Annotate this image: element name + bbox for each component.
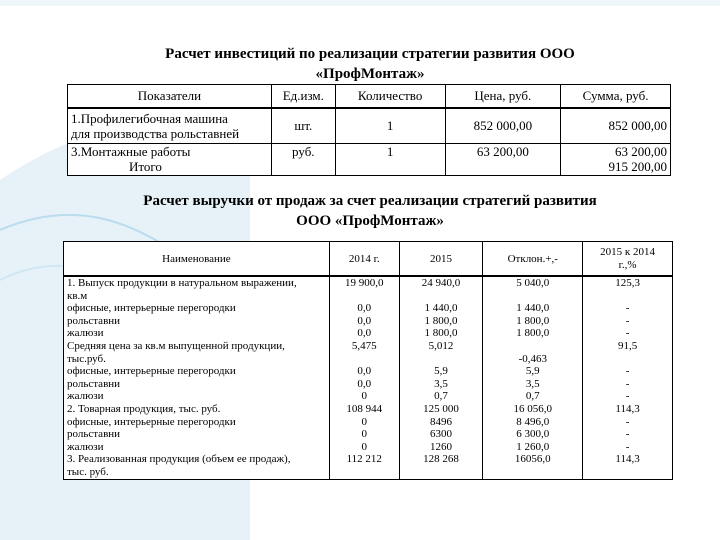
header-cell: 2014 г. [329,242,399,277]
cell-line: - [625,428,630,441]
cell-line: 128 268 [423,453,459,466]
table-header-row [64,242,673,277]
header-cell: Сумма, руб. [561,85,671,109]
table-row [64,276,673,479]
cell-line: 0,7 [525,390,540,403]
cell-line: - [625,327,630,340]
header-cell: 2015 [399,242,483,277]
cell-line: 19 900,0 [344,277,384,289]
header-cell: Количество [335,85,445,109]
cell-line: жалюзи [67,390,104,403]
cell-line: 1. Выпуск продукции в натуральном выражении, [67,277,297,289]
cell-line: 0 [361,390,367,403]
header-cell: Ед.изм. [271,85,335,109]
cell-line: 0,0 [357,377,372,390]
cell-line: 0 [361,415,367,428]
cell-line: - [625,377,630,390]
cell-line: 125,3 [615,277,640,289]
cell-line: 3,5 [434,377,448,390]
cell-line: 2. Товарная продукция, тыс. руб. [67,402,221,415]
cell-line: 16 056,0 [513,402,553,415]
cell-line: 0 [361,428,367,441]
cell-line: рольставни [67,428,121,441]
cell-line [486,466,579,479]
cell-line [403,466,480,479]
cell-line: 5,9 [525,365,540,378]
col-percent [583,276,673,479]
cell-line: 0 [361,440,367,453]
cell-line: 16056,0 [514,453,551,466]
table-header-row [68,85,671,109]
cell-line: 91,5 [617,339,638,352]
cell-line: рольставни [67,377,121,390]
cell-line: 5,9 [434,365,448,378]
header-cell: Отклон.+,- [483,242,583,277]
cell-line [333,353,396,366]
table-row: 3.Монтажные работы Итого руб. 1 63 200,00 63 200,00 915 200,00 [68,144,671,176]
row-label: 3.Монтажные работы Итого [68,144,272,176]
cell-line: 114,3 [615,453,640,466]
cell-line: 5 040,0 [516,277,550,289]
sum-cell: 63 200,00 915 200,00 [561,144,671,176]
cell-line: 5,012 [428,339,454,352]
cell-line: 1 800,0 [424,314,458,327]
row-label: 1.Профилегибочная машина для производства рольставней [68,108,272,144]
col-2014 [329,276,399,479]
cell-line: 1 800,0 [424,327,458,340]
cell-line: 0,0 [357,314,372,327]
cell-line: 6300 [430,428,453,441]
cell-line: тыс. руб. [67,465,109,478]
cell-line: тыс.руб. [67,352,106,365]
cell-line [403,353,480,366]
cell-line: 0,0 [357,365,372,378]
cell-line: - [625,365,630,378]
cell-line: 1 260,0 [516,440,550,453]
cell-line: 0,0 [357,327,372,340]
col-deviation [483,276,583,479]
cell-line: 3. Реализованная продукция (объем ее продаж), [67,453,291,466]
investment-title: Расчет инвестиций по реализации стратегии развития ООО «ПрофМонтаж» [165,46,575,82]
cell-line: 108 944 [346,402,383,415]
cell-line [486,290,579,303]
cell-line: - [625,302,630,315]
col-name [64,276,330,479]
cell-line: - [625,390,630,403]
investment-table [67,84,671,176]
header-cell: Показатели [68,85,272,109]
cell-line: кв.м [67,289,88,302]
cell-line: 1 800,0 [516,314,550,327]
cell-line: 112 212 [346,453,382,466]
cell-line: 24 940,0 [421,277,461,289]
cell-line [403,290,480,303]
cell-line [333,290,396,303]
cell-line: 1 440,0 [516,302,550,315]
cell-line [486,340,579,353]
cell-line: 114,3 [615,402,640,415]
header-cell: Цена, руб. [445,85,561,109]
cell-line [586,290,669,303]
cell-line: 3,5 [525,377,540,390]
cell-line: 1 440,0 [424,302,458,315]
cell-line: 1 800,0 [516,327,550,340]
revenue-table [63,241,673,480]
cell-line: - [625,440,630,453]
cell-line: 0,7 [434,390,448,403]
col-2015 [399,276,483,479]
cell-line: жалюзи [67,327,104,340]
header-cell: 2015 к 2014 г.,% [583,242,673,277]
cell-line: 5,475 [351,339,377,352]
cell-line [333,466,396,479]
cell-line: -0,463 [518,352,547,365]
cell-line: Средняя цена за кв.м выпущенной продукции, [67,339,285,352]
cell-line: 8 496,0 [516,415,550,428]
cell-line: - [625,314,630,327]
table-row: 1.Профилегибочная машина для производства рольставней шт. 1 852 000,00 852 000,00 [68,108,671,144]
cell-line: 8496 [430,415,453,428]
cell-line: офисные, интерьерные перегородки [67,302,236,315]
cell-line: рольставни [67,314,121,327]
cell-line [586,466,669,479]
cell-line: 1260 [430,440,453,453]
cell-line: 6 300,0 [516,428,550,441]
cell-line [586,353,669,366]
cell-line: офисные, интерьерные перегородки [67,415,236,428]
cell-line: жалюзи [67,440,104,453]
revenue-title: Расчет выручки от продаж за счет реализации стратегий развития ООО «ПрофМонтаж» [143,193,597,229]
header-cell: Наименование [64,242,330,277]
cell-line: - [625,415,630,428]
cell-line: офисные, интерьерные перегородки [67,365,236,378]
cell-line: 0,0 [357,302,372,315]
cell-line: 125 000 [423,402,459,415]
